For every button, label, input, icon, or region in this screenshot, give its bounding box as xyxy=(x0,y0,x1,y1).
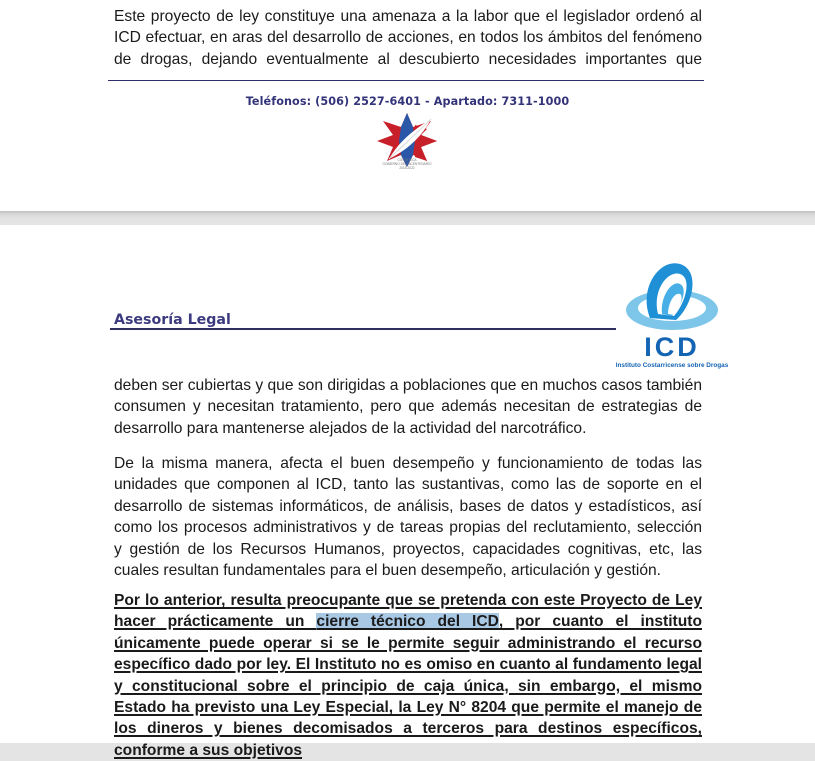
paragraph-top xyxy=(114,6,702,70)
icd-logo-subtitle: Instituto Costarricense sobre Drogas xyxy=(615,362,729,369)
caption-line: COSTA RICA xyxy=(397,158,417,162)
icd-logo-icon xyxy=(615,258,729,370)
selected-text-highlight[interactable]: cierre técnico del ICD xyxy=(316,613,499,631)
page-separator xyxy=(0,211,815,225)
text-line: Este proyecto de ley constituye una amenaza a la labor que el legislador ordenó al xyxy=(114,8,702,25)
section-title: Asesoría Legal xyxy=(114,312,231,328)
footer-contact-info: Teléfonos: (506) 2527-6401 - Apartado: 7311-1000 xyxy=(245,95,570,108)
text-line: ICD efectuar, en aras del desarrollo de acciones, en todos los ámbitos del fenómeno xyxy=(114,29,702,47)
text-line: desarrollo para mantenerse alejados de la actividad del narcotráfico. xyxy=(114,419,587,437)
icd-logo-text: ICD xyxy=(644,332,700,362)
text-line: unidades que componen al ICD, tanto las sustantivas, como las de soporte en el xyxy=(114,476,702,494)
text-segment: hacer prácticamente un xyxy=(114,613,317,631)
text-line: de drogas, dejando eventualmente al descubierto necesidades importantes que xyxy=(114,50,702,68)
text-segment: , por cuanto el instituto xyxy=(498,613,702,631)
text-line: y constitucional sobre el principio de caja única, sin embargo, el mismo xyxy=(114,677,702,695)
text-line: De la misma manera, afecta el buen desempeño y funcionamiento de todas las xyxy=(114,455,702,472)
paragraph-1 xyxy=(114,375,702,439)
caption-line: 2018-2022 xyxy=(399,166,415,170)
paragraph-2 xyxy=(114,453,702,581)
footer-divider xyxy=(108,80,704,81)
text-line-with-highlight xyxy=(114,611,702,632)
text-line: únicamente puede operar si se le permite seguir administrando el recurso xyxy=(114,634,702,652)
text-line: como los procesos administrativos y de tareas propias del reclutamiento, selección xyxy=(114,519,702,537)
gov-logo-caption xyxy=(365,158,449,170)
text-line: Estado ha previsto una Ley Especial, la Ley N° 8204 que permite el manejo de xyxy=(114,698,702,716)
text-line: cuales resultan fundamentales para el buen desempeño, articulación y gestión. xyxy=(114,561,661,579)
text-line: conforme a sus objetivos xyxy=(114,741,303,759)
document-page-top xyxy=(0,0,815,211)
text-line: deben ser cubiertas y que son dirigidas a poblaciones que en muchos casos también xyxy=(114,377,702,394)
header-divider xyxy=(110,328,616,330)
caption-line: GOBIERNO DEL BICENTENARIO xyxy=(382,162,432,166)
paragraph-3-emphasis xyxy=(114,590,702,761)
text-line: consumen y necesitan tratamiento, pero que además necesitan de estrategias de xyxy=(114,398,702,416)
text-line: específico dado por ley. El Instituto no es omiso en cuanto al fundamento legal xyxy=(114,656,702,674)
text-line: desarrollo de sistemas informáticos, de análisis, bases de datos y estadísticos, así xyxy=(114,497,702,515)
text-line: y gestión de los Recursos Humanos, proyectos, capacidades cognitivas, etc, las xyxy=(114,540,702,558)
text-line: los dineros y bienes decomisados a terceros para destinos específicos, xyxy=(114,720,702,738)
document-page-bottom xyxy=(0,225,815,759)
text-line: Por lo anterior, resulta preocupante que se pretenda con este Proyecto de Ley xyxy=(114,592,702,609)
